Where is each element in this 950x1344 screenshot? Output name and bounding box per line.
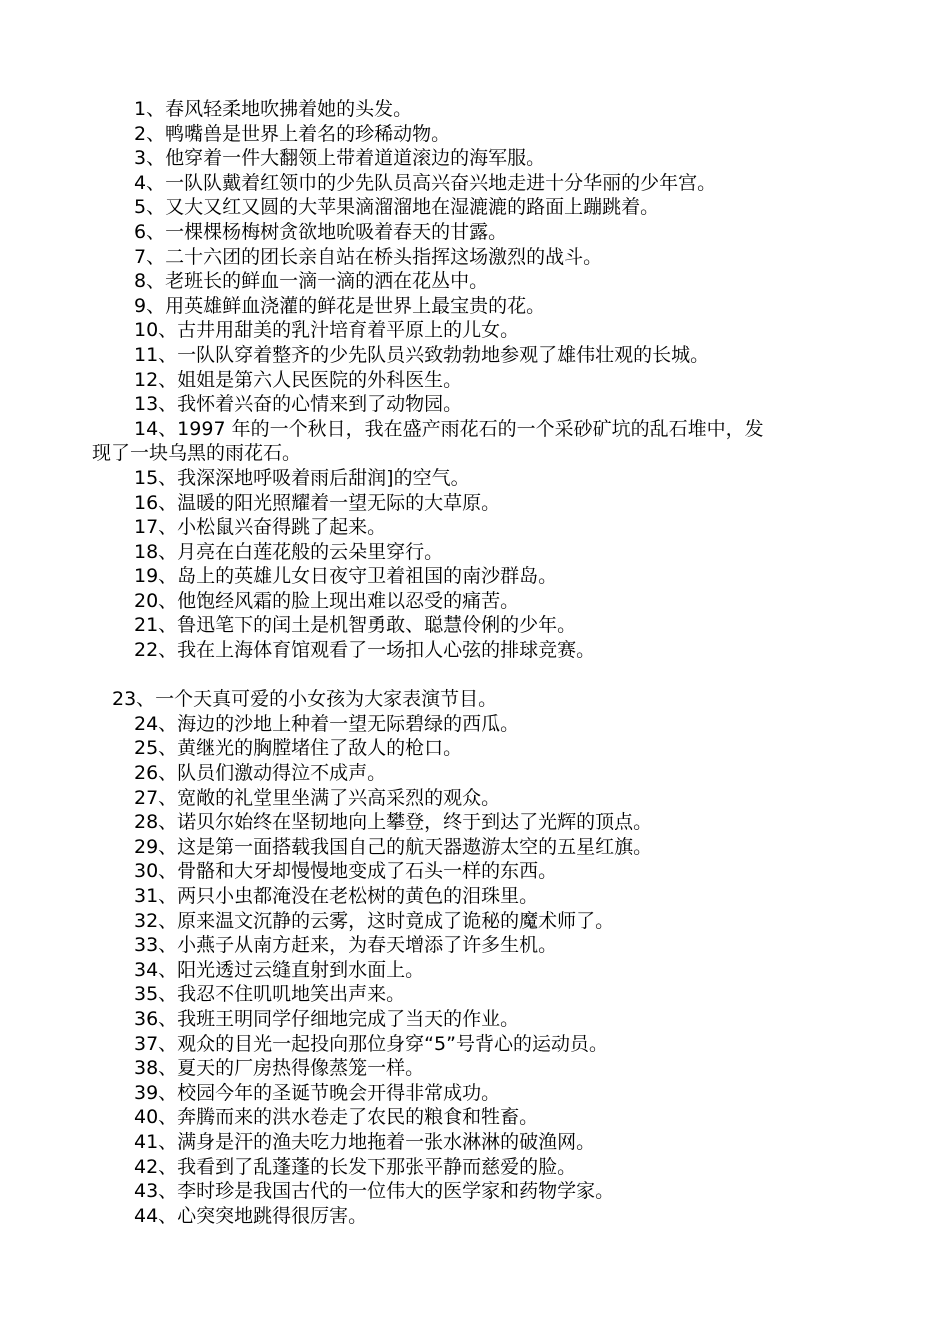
list-item: 12、姐姐是第六人民医院的外科医生。 (134, 368, 463, 391)
list-item: 44、心突突地跳得很厉害。 (134, 1204, 368, 1227)
list-item: 6、一棵棵杨梅树贪欲地吮吸着春天的甘露。 (134, 220, 508, 243)
list-item: 28、诺贝尔始终在坚韧地向上攀登，终于到达了光辉的顶点。 (134, 811, 653, 834)
list-item: 25、黄继光的胸膛堵住了敌人的枪口。 (134, 737, 463, 760)
list-item: 35、我忍不住叽叽地笑出声来。 (134, 983, 406, 1006)
list-item: 10、古井用甜美的乳汁培育着平原上的儿女。 (134, 319, 520, 342)
list-item: 5、又大又红又圆的大苹果滴溜溜地在湿漉漉的路面上蹦跳着。 (134, 196, 660, 219)
list-item: 22、我在上海体育馆观看了一场扣人心弦的排球竞赛。 (134, 639, 596, 662)
list-item: 40、奔腾而来的洪水卷走了农民的粮食和牲畜。 (134, 1106, 539, 1129)
list-item: 18、月亮在白莲花般的云朵里穿行。 (134, 540, 444, 563)
list-item: 20、他饱经风霜的脸上现出难以忍受的痛苦。 (134, 589, 520, 612)
list-item: 37、观众的目光一起投向那位身穿“5”号背心的运动员。 (134, 1032, 608, 1055)
list-item: 17、小松鼠兴奋得跳了起来。 (134, 516, 387, 539)
list-item: 43、李时珍是我国古代的一位伟大的医学家和药物学家。 (134, 1180, 615, 1203)
list-item: 4、一队队戴着红领巾的少先队员高兴奋兴地走进十分华丽的少年宫。 (134, 171, 717, 194)
list-item: 24、海边的沙地上种着一望无际碧绿的西瓜。 (134, 712, 520, 735)
list-item: 42、我看到了乱蓬蓬的长发下那张平静而慈爱的脸。 (134, 1155, 577, 1178)
list-item: 36、我班王明同学仔细地完成了当天的作业。 (134, 1007, 520, 1030)
list-item: 38、夏天的厂房热得像蒸笼一样。 (134, 1057, 425, 1080)
list-item: 34、阳光透过云缝直射到水面上。 (134, 958, 425, 981)
list-item: 31、两只小虫都淹没在老松树的黄色的泪珠里。 (134, 885, 539, 907)
list-item: 32、原来温文沉静的云雾，这时竟成了诡秘的魔术师了。 (134, 909, 615, 932)
list-item-continuation: 现了一块乌黑的雨花石。 (92, 442, 302, 465)
list-item: 30、骨骼和大牙却慢慢地变成了石头一样的东西。 (134, 860, 558, 883)
list-item: 2、鸭嘴兽是世界上着名的珍稀动物。 (134, 122, 451, 145)
list-item: 39、校园今年的圣诞节晚会开得非常成功。 (134, 1081, 501, 1104)
list-item: 9、用英雄鲜血浇灌的鲜花是世界上最宝贵的花。 (134, 294, 546, 317)
blank-line (0, 663, 950, 688)
list-item: 27、宽敞的礼堂里坐满了兴高采烈的观众。 (134, 786, 501, 809)
list-item: 41、满身是汗的渔夫吃力地拖着一张水淋淋的破渔网。 (134, 1130, 596, 1153)
sentence-list (0, 97, 950, 1228)
list-item: 3、他穿着一件大翻领上带着道道滚边的海军服。 (134, 147, 546, 170)
list-item: 1、春风轻柔地吹拂着她的头发。 (134, 98, 413, 120)
list-item: 33、小燕子从南方赶来，为春天增添了许多生机。 (134, 934, 558, 957)
list-item: 14、1997 年的一个秋日，我在盛产雨花石的一个采砂矿坑的乱石堆中，发 (134, 417, 764, 440)
list-item: 8、老班长的鲜血一滴一滴的洒在花丛中。 (134, 270, 489, 293)
list-item: 13、我怀着兴奋的心情来到了动物园。 (134, 393, 463, 416)
list-item: 23、一个天真可爱的小女孩为大家表演节目。 (112, 688, 498, 711)
list-item: 11、一队队穿着整齐的少先队员兴致勃勃地参观了雄伟壮观的长城。 (134, 343, 710, 366)
list-item: 26、队员们激动得泣不成声。 (134, 762, 387, 785)
list-item: 21、鲁迅笔下的闰土是机智勇敢、聪慧伶俐的少年。 (134, 614, 577, 637)
list-item: 16、温暖的阳光照耀着一望无际的大草原。 (134, 491, 501, 514)
list-item: 19、岛上的英雄儿女日夜守卫着祖国的南沙群岛。 (134, 565, 558, 588)
list-item: 29、这是第一面搭载我国自己的航天器遨游太空的五星红旗。 (134, 835, 653, 858)
list-item: 7、二十六团的团长亲自站在桥头指挥这场激烈的战斗。 (134, 245, 603, 268)
list-item: 15、我深深地呼吸着雨后甜润]的空气。 (134, 466, 470, 489)
